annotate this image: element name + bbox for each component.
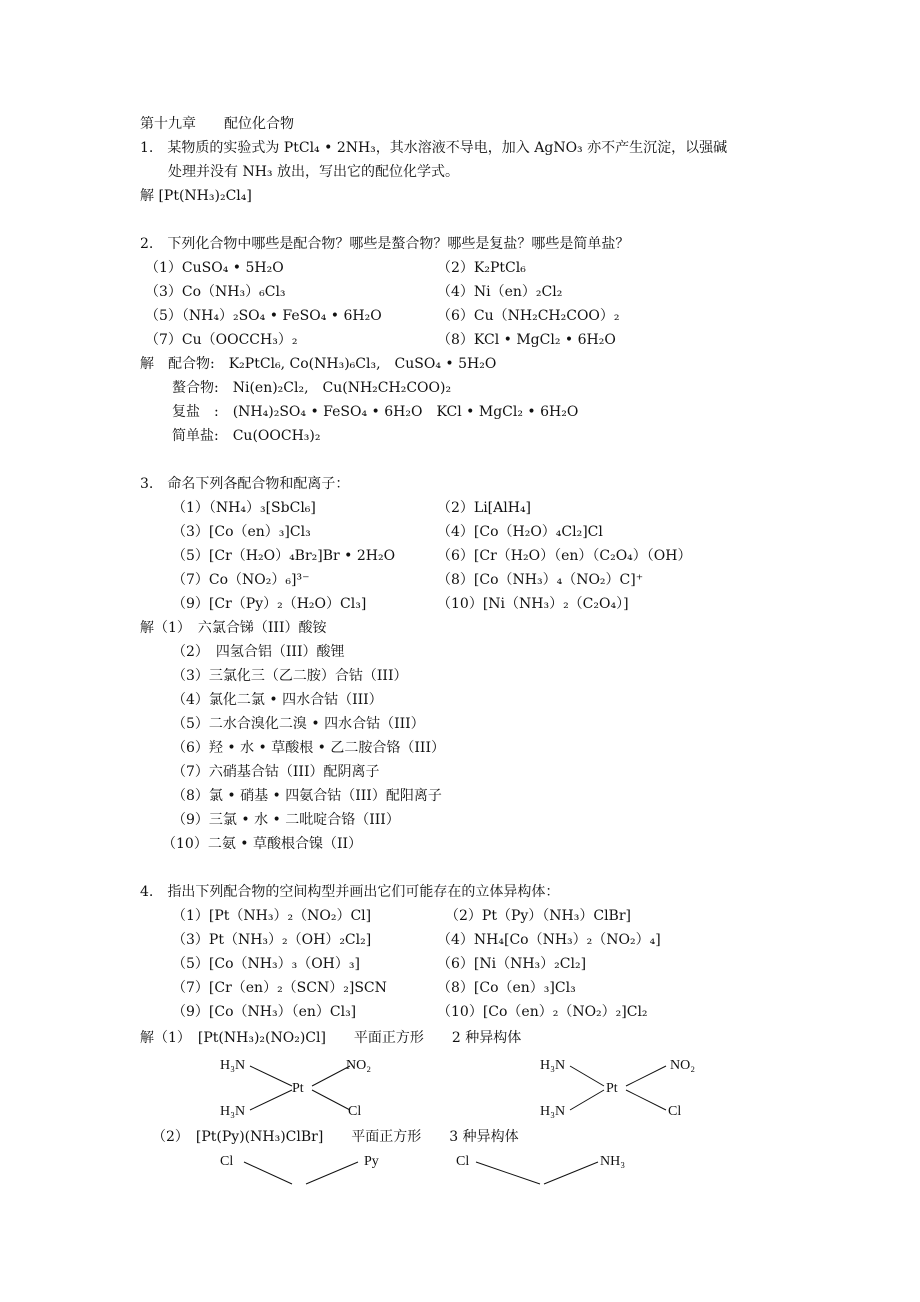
structure-label: NO₂ xyxy=(670,1058,696,1073)
q3-item: （7）Co（NO₂）₆]³⁻ xyxy=(172,572,310,588)
q3-answer-line: （5）二水合溴化二溴 • 四水合钴（III） xyxy=(172,716,425,732)
q2-answer-line: 简单盐: Cu(OOCH₃)₂ xyxy=(172,428,321,444)
q4-item: （1）[Pt（NH₃）₂（NO₂）Cl] xyxy=(172,908,372,924)
q3-answer-line: （7）六硝基合钴（III）配阴离子 xyxy=(172,764,380,780)
structure-label: Pt xyxy=(606,1081,618,1096)
q3-item: （3）[Co（en）₃]Cl₃ xyxy=(172,524,311,540)
structure-2a-bonds xyxy=(218,1152,388,1192)
q2-stem: 2. 下列化合物中哪些是配合物？哪些是螯合物？哪些是复盐？哪些是简单盐？ xyxy=(140,236,630,252)
q3-item: （1）（NH₄）₃[SbCl₆] xyxy=(172,500,316,516)
q4-item: （2）Pt（Py）（NH₃）ClBr] xyxy=(445,908,631,924)
q2-answer-line: 解 配合物: K₂PtCl₆, Co(NH₃)₆Cl₃, CuSO₄ • 5H₂O xyxy=(140,356,497,372)
q4-item: （7）[Cr（en）₂（SCN）₂]SCN xyxy=(172,980,387,996)
q3-stem: 3. 命名下列各配合物和配离子： xyxy=(140,476,350,492)
structure-label: H₃N xyxy=(220,1058,246,1073)
q1-answer: 解 [Pt(NH₃)₂Cl₄] xyxy=(140,188,252,204)
q4-item: （3）Pt（NH₃）₂（OH）₂Cl₂] xyxy=(172,932,372,948)
structure-label: Cl xyxy=(456,1154,470,1169)
structure-label: NO₂ xyxy=(346,1058,372,1073)
q2-item: （2）K₂PtCl₆ xyxy=(437,260,526,276)
q4-item: （5）[Co（NH₃）₃（OH）₃] xyxy=(172,956,360,972)
q3-item: （4）[Co（H₂O）₄Cl₂]Cl xyxy=(437,524,603,540)
q4-item: （4）NH₄[Co（NH₃）₂（NO₂）₄] xyxy=(437,932,661,948)
q2-item: （3）Co（NH₃）₆Cl₃ xyxy=(145,284,286,300)
q3-item: （6）[Cr（H₂O）（en）（C₂O₄）（OH） xyxy=(437,548,692,564)
q4-answer-2: （2） [Pt(Py)(NH₃)ClBr] 平面正方形 3 种异构体 xyxy=(152,1129,519,1145)
q3-item: （9）[Cr（Py）₂（H₂O）Cl₃] xyxy=(172,596,367,612)
q3-item: （8）[Co（NH₃）₄（NO₂）C]⁺ xyxy=(437,572,644,588)
q3-item: （5）[Cr（H₂O）₄Br₂]Br • 2H₂O xyxy=(172,548,396,564)
structure-label: Cl xyxy=(220,1154,234,1169)
q3-answer-line: （8）氯 • 硝基 • 四氨合钴（III）配阳离子 xyxy=(172,788,442,804)
structure-label: Pt xyxy=(292,1081,304,1096)
q4-item: （8）[Co（en）₃]Cl₃ xyxy=(437,980,576,996)
q2-answer-line: 复盐 : (NH₄)₂SO₄ • FeSO₄ • 6H₂O KCl • MgCl₂ • 6H₂O xyxy=(172,404,579,420)
q4-item: （9）[Co（NH₃）（en）Cl₃] xyxy=(172,1004,357,1020)
q2-answer-line: 螯合物: Ni(en)₂Cl₂, Cu(NH₂CH₂COO)₂ xyxy=(172,380,452,396)
q3-answer-line: （10）二氨 • 草酸根合镍（II） xyxy=(162,836,363,852)
structure-label: Cl xyxy=(348,1104,362,1119)
structure-label: H₃N xyxy=(540,1104,566,1119)
q3-answer-line: 解（1） 六氯合锑（III）酸铵 xyxy=(140,620,327,636)
q2-item: （1）CuSO₄ • 5H₂O xyxy=(145,260,284,276)
q3-answer-line: （2） 四氢合铝（III）酸锂 xyxy=(172,644,345,660)
q4-answer-1: 解（1） [Pt(NH₃)₂(NO₂)Cl] 平面正方形 2 种异构体 xyxy=(140,1030,522,1046)
q2-item: （6）Cu（NH₂CH₂COO）₂ xyxy=(437,308,620,324)
q2-item: （4）Ni（en）₂Cl₂ xyxy=(437,284,563,300)
q4-item: （6）[Ni（NH₃）₂Cl₂] xyxy=(437,956,587,972)
structure-label: H₃N xyxy=(540,1058,566,1073)
q3-answer-line: （9）三氯 • 水 • 二吡啶合铬（III） xyxy=(172,812,400,828)
q3-answer-line: （3）三氯化三（乙二胺）合钴（III） xyxy=(172,668,408,684)
q1-line2: 处理并没有 NH₃ 放出，写出它的配位化学式。 xyxy=(168,164,459,180)
structure-label: Py xyxy=(364,1154,379,1169)
q2-item: （7）Cu（OOCCH₃）₂ xyxy=(145,332,298,348)
structure-label: Cl xyxy=(668,1104,682,1119)
q2-item: （8）KCl • MgCl₂ • 6H₂O xyxy=(437,332,616,348)
q3-answer-line: （6）羟 • 水 • 草酸根 • 乙二胺合铬（III） xyxy=(172,740,445,756)
q4-item: （10）[Co（en）₂（NO₂）₂]Cl₂ xyxy=(437,1004,648,1020)
q1-line1: 1. 某物质的实验式为 PtCl₄ • 2NH₃，其水溶液不导电，加入 AgNO₃ 亦不产生沉淀，以强碱 xyxy=(140,140,728,156)
q3-item: （2）Li[AlH₄] xyxy=(437,500,532,516)
q3-item: （10）[Ni（NH₃）₂（C₂O₄）] xyxy=(437,596,629,612)
structure-label: H₃N xyxy=(220,1104,246,1119)
q2-item: （5）（NH₄）₂SO₄ • FeSO₄ • 6H₂O xyxy=(145,308,382,324)
q4-stem: 4. 指出下列配合物的空间构型并画出它们可能存在的立体异构体： xyxy=(140,884,560,900)
structure-label: NH₃ xyxy=(600,1154,626,1169)
chapter-title: 第十九章 配位化合物 xyxy=(140,116,294,132)
q3-answer-line: （4）氯化二氯 • 四水合钴（III） xyxy=(172,692,383,708)
